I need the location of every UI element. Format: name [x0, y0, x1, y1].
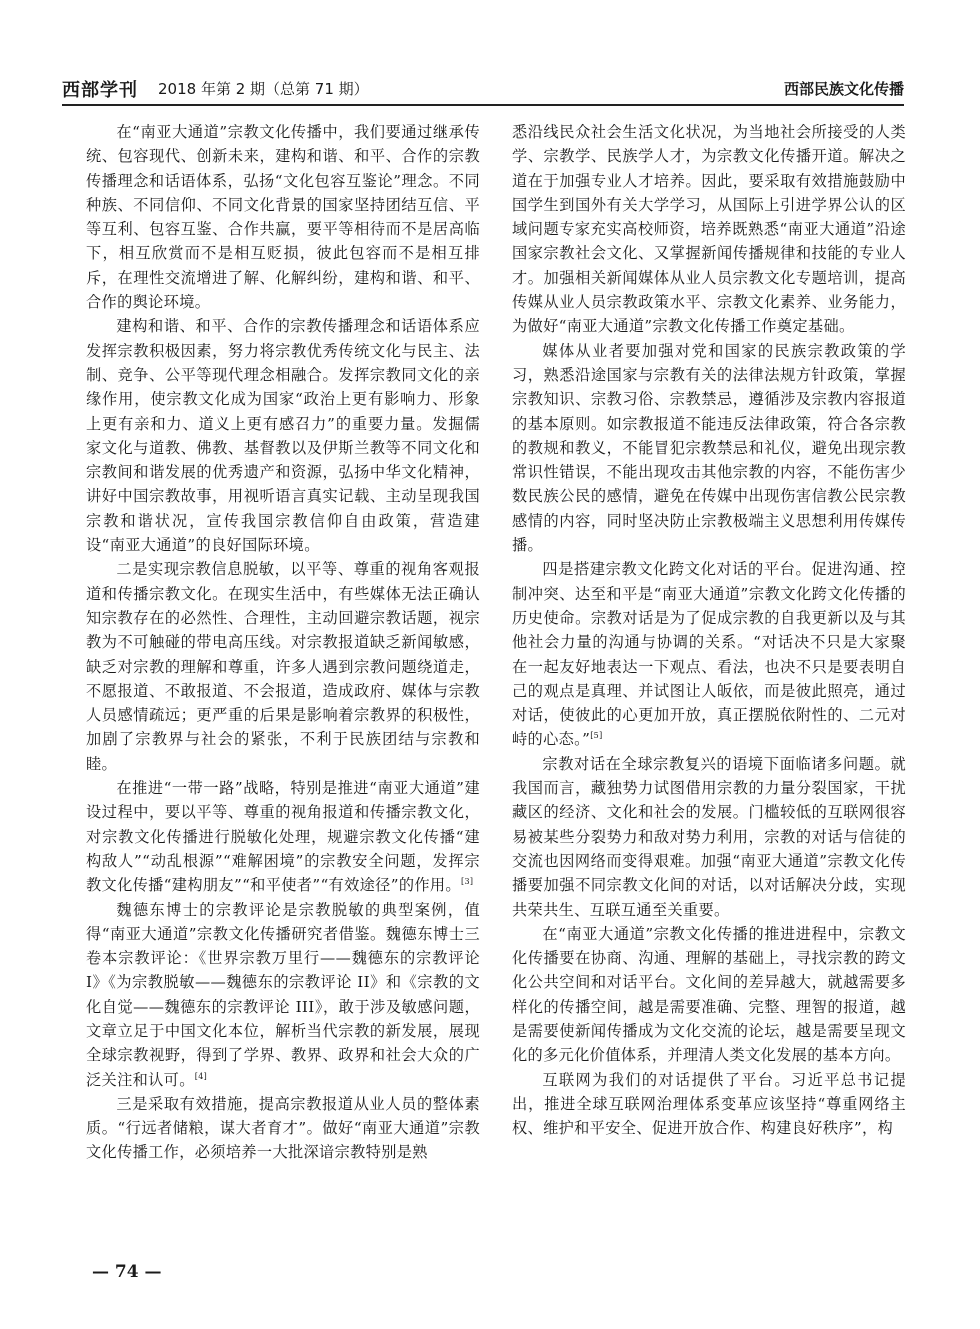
- paragraph: 宗教对话在全球宗教复兴的语境下面临诸多问题。就我国而言，藏独势力试图借用宗教的力量分裂国家，干扰藏区的经济、文化和社会的发展。门槛较低的互联网很容易被某些分裂势力和敌对势力利用，宗教的对话与信徒的交流也因网络而变得艰难。加强“南亚大通道”宗教文化传播要加强不同宗教文化间的对话，以对话解决分歧，实现共荣共生、互联互通至关重要。: [512, 754, 906, 919]
- paragraph: 建构和谐、和平、合作的宗教传播理念和话语体系应发挥宗教积极因素，努力将宗教优秀传统文化与民主、法制、竞争、公平等现代理念相融合。发挥宗教同文化的亲缘作用，使宗教文化成为国家“政治上更有影响力、形象上更有亲和力、道义上更有感召力”的重要力量。发掘儒家文化与道教、佛教、基督教以及伊斯兰教等不同文化和宗教间和谐发展的优秀遗产和资源，弘扬中华文化精神，讲好中国宗教故事，用视听语言真实记载、主动呈现我国宗教和谐状况，宣传我国宗教信仰自由政策，营造建设“南亚大通道”的良好国际环境。: [86, 317, 480, 555]
- paragraph: 魏德东博士的宗教评论是宗教脱敏的典型案例，值得“南亚大通道”宗教文化传播研究者借鉴。魏德东博士三卷本宗教评论：《世界宗教万里行——魏德东的宗教评论 I》《为宗教脱敏——魏德东的宗教评论 II》和《宗教的文化自觉——魏德东的宗教评论 III》，敢于涉及敏感问题，文章立足于中国文化本位，解析当代宗教的新发展，展现全球宗教视野，得到了学界、教界、政界和社会大众的广泛关注和认可。[4]: [86, 900, 480, 1089]
- left-column: [86, 120, 480, 1165]
- paragraph-continued: 悉沿线民众社会生活文化状况，为当地社会所接受的人类学、宗教学、民族学人才，为宗教文化传播开道。解决之道在于加强专业人才培养。因此，要采取有效措施鼓励中国学生到国外有关大学学习，从国际上引进学界公认的区域问题专家充实高校师资，培养既熟悉“南亚大通道”沿途国家宗教社会文化、又掌握新闻传播规律和技能的专业人才。加强相关新闻媒体从业人员宗教文化专题培训，提高传媒从业人员宗教政策水平、宗教文化素养、业务能力，为做好“南亚大通道”宗教文化传播工作奠定基础。: [512, 123, 906, 336]
- citation-ref: [4]: [194, 1071, 208, 1081]
- issue-info: 2018 年第 2 期（总第 71 期）: [158, 80, 369, 98]
- citation-ref: [3]: [460, 877, 474, 887]
- paragraph: 二是实现宗教信息脱敏，以平等、尊重的视角客观报道和传播宗教文化。在现实生活中，有些媒体无法正确认知宗教存在的必然性、合理性，主动回避宗教话题，视宗教为不可触碰的带电高压线。对宗教报道缺乏新闻敏感，缺乏对宗教的理解和尊重，许多人遇到宗教问题绕道走，不愿报道、不敢报道、不会报道，造成政府、媒体与宗教人员感情疏远；更严重的后果是影响着宗教界的积极性，加剧了宗教界与社会的紧张，不利于民族团结与宗教和睦。: [86, 560, 480, 773]
- paragraph: 四是搭建宗教文化跨文化对话的平台。促进沟通、控制冲突、达至和平是“南亚大通道”宗教文化跨文化传播的历史使命。宗教对话是为了促成宗教的自我更新以及与其他社会力量的沟通与协调的关系。“对话决不只是大家聚在一起友好地表达一下观点、看法，也决不只是要表明自己的观点是真理、并试图让人皈依，而是彼此照亮，通过对话，使彼此的心更加开放，真正摆脱依附性的、二元对峙的心态。”[5]: [512, 560, 906, 749]
- paragraph: 互联网为我们的对话提供了平台。习近平总书记提出，推进全球互联网治理体系变革应该坚持“尊重网络主权、维护和平安全、促进开放合作、构建良好秩序”，构: [512, 1070, 906, 1138]
- paragraph: 在“南亚大通道”宗教文化传播的推进进程中，宗教文化传播要在协商、沟通、理解的基础上，寻找宗教的跨文化公共空间和对话平台。文化间的差异越大，就越需要多样化的传播空间，越是需要准确、完整、理智的报道，越是需要使新闻传播成为文化交流的论坛，越是需要呈现文化的多元化价值体系，并理清人类文化发展的基本方向。: [512, 924, 906, 1065]
- citation-ref: [5]: [590, 731, 603, 741]
- paragraph: 在“南亚大通道”宗教文化传播中，我们要通过继承传统、包容现代、创新未来，建构和谐、和平、合作的宗教传播理念和话语体系，弘扬“文化包容互鉴论”理念。不同种族、不同信仰、不同文化背景的国家坚持团结互信、平等互利、包容互鉴、合作共赢，要平等相待而不是居高临下，相互欣赏而不是相互贬损，彼此包容而不是相互排斥，在理性交流增进了解、化解纠纷，建构和谐、和平、合作的舆论环境。: [86, 123, 480, 312]
- paragraph: 三是采取有效措施，提高宗教报道从业人员的整体素质。“行远者储粮，谋大者育才”。做好“南亚大通道”宗教文化传播工作，必须培养一大批深谙宗教特别是熟: [86, 1094, 480, 1162]
- right-column: [512, 120, 906, 1140]
- paragraph: 在推进“一带一路”战略，特别是推进“南亚大通道”建设过程中，要以平等、尊重的视角报道和传播宗教文化，对宗教文化传播进行脱敏化处理，规避宗教文化传播“建构敌人”“动乱根源”“难解困境”的宗教安全问题，发挥宗教文化传播“建构朋友”“和平使者”“有效途径”的作用。[3]: [86, 779, 480, 895]
- running-header: [62, 74, 904, 106]
- section-title: 西部民族文化传播: [783, 80, 904, 98]
- paragraph: 媒体从业者要加强对党和国家的民族宗教政策的学习，熟悉沿途国家与宗教有关的法律法规方针政策，掌握宗教知识、宗教习俗、宗教禁忌，遵循涉及宗教内容报道的基本原则。如宗教报道不能违反法律政策，符合各宗教的教规和教义，不能冒犯宗教禁忌和礼仪，避免出现宗教常识性错误，不能出现攻击其他宗教的内容，不能伤害少数民族公民的感情，避免在传媒中出现伤害信教公民宗教感情的内容，同时坚决防止宗教极端主义思想利用传媒传播。: [512, 341, 906, 555]
- page-number: — 74 —: [92, 1262, 162, 1282]
- journal-brand: 西部学刊: [62, 80, 138, 101]
